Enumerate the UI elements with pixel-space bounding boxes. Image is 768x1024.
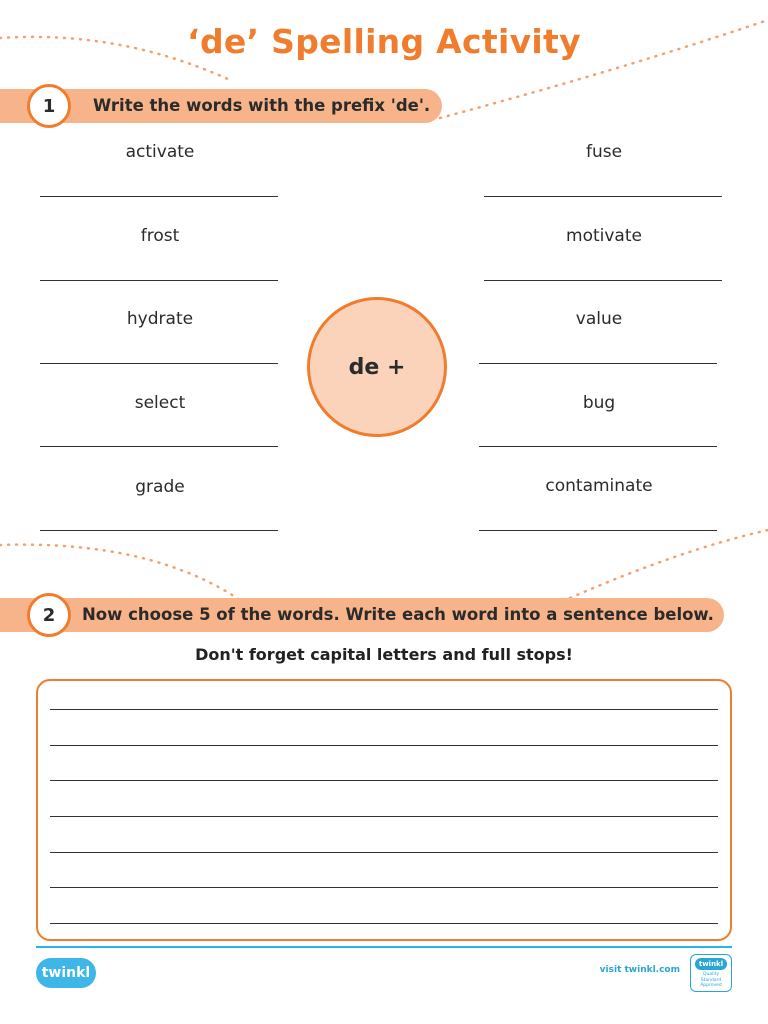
word-right-3: value [575,309,623,329]
word-left-3: hydrate [126,309,194,329]
word-right-5: contaminate [545,476,653,496]
answer-line-left-5[interactable] [40,530,278,531]
word-right-1: fuse [585,142,623,162]
answer-line-left-4[interactable] [40,446,278,447]
section1-number-badge: 1 [27,84,71,128]
section2-instruction: Now choose 5 of the words. Write each word into a sentence below. [82,605,714,624]
writing-line[interactable] [50,887,718,888]
visit-link[interactable]: visit twinkl.com [599,965,680,975]
writing-line[interactable] [50,852,718,853]
quality-badge [690,954,732,992]
twinkl-logo[interactable]: twinkl [36,958,96,988]
sentence-writing-box [36,679,732,941]
answer-line-right-3[interactable] [479,363,717,364]
prefix-circle: de + [307,297,447,437]
page-title: ‘de’ Spelling Activity [187,22,581,61]
answer-line-left-2[interactable] [40,280,278,281]
answer-line-left-3[interactable] [40,363,278,364]
badge-text: Quality Standard Approved [700,972,722,988]
answer-line-right-2[interactable] [484,280,722,281]
answer-line-right-1[interactable] [484,196,722,197]
reminder-text: Don't forget capital letters and full stops! [195,645,573,664]
answer-line-left-1[interactable] [40,196,278,197]
badge-title: twinkl [695,958,727,970]
word-left-1: activate [125,142,195,162]
word-right-2: motivate [566,226,642,246]
footer-divider [36,946,732,948]
word-left-2: frost [140,226,180,246]
writing-line[interactable] [50,709,718,710]
word-left-5: grade [135,477,185,497]
answer-line-right-4[interactable] [479,446,717,447]
section2-number-badge: 2 [27,593,71,637]
answer-line-right-5[interactable] [479,530,717,531]
section2-banner [0,598,724,632]
writing-line[interactable] [50,923,718,924]
writing-line[interactable] [50,745,718,746]
writing-line[interactable] [50,816,718,817]
word-left-4: select [134,393,186,413]
writing-line[interactable] [50,780,718,781]
word-right-4: bug [582,393,616,413]
section1-instruction: Write the words with the prefix 'de'. [93,96,431,115]
